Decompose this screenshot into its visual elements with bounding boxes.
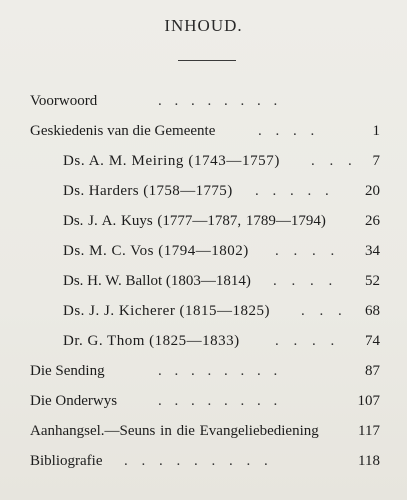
toc-entry-leader: . . . . [275, 333, 335, 349]
toc-entry-label: Geskiedenis van die Gemeente [30, 123, 216, 139]
toc-entry-label: Aanhangsel.—Seuns in die Evangeliebediening [30, 423, 319, 439]
toc-entry-leader: . . . . . . . . [158, 393, 278, 409]
toc-entry-leader: . . . [311, 153, 352, 169]
toc-entry-label: Die Sending [30, 363, 105, 379]
toc-entry-page: 68 [365, 303, 380, 319]
toc-entry-page: 107 [357, 393, 380, 409]
toc-entry-page: 26 [365, 213, 380, 229]
toc-entry-label: Voorwoord [30, 93, 98, 109]
toc-entry-page: 1 [372, 123, 380, 139]
toc-entry-leader: . . . . . . . . . [124, 453, 268, 469]
toc-entry-label: Ds. M. C. Vos (1794—1802) [63, 243, 249, 259]
toc-entry-leader: . . . . . . . . [158, 363, 278, 379]
toc-entry-thom [63, 332, 380, 350]
toc-entry-label: Dr. G. Thom (1825—1833) [63, 333, 240, 349]
toc-entry-voorwoord [30, 92, 380, 110]
toc-entry-geskiedenis [30, 122, 380, 140]
toc-entry-page: 34 [365, 243, 380, 259]
toc-entry-onderwys [30, 392, 380, 410]
toc-entry-label: Ds. H. W. Ballot (1803—1814) [63, 273, 251, 289]
toc-entry-label: Ds. J. J. Kicherer (1815—1825) [63, 303, 271, 319]
toc-entry-bibliografie [30, 452, 380, 470]
toc-entry-page: 7 [372, 153, 380, 169]
toc-entry-label: Die Onderwys [30, 393, 118, 409]
toc-entry-kuys [63, 212, 380, 230]
toc-entry-label: Ds. J. A. Kuys (1777—1787, 1789—1794) [63, 213, 326, 229]
toc-entry-leader: . . . . . [255, 183, 329, 199]
toc-entry-vos [63, 242, 380, 260]
toc-entry-leader: . . . . [275, 243, 335, 259]
toc-entry-leader: . . . . [258, 123, 315, 139]
toc-entry-page: 20 [365, 183, 380, 199]
toc-entry-label: Ds. A. M. Meiring (1743—1757) [63, 153, 280, 169]
toc-entry-label: Ds. Harders (1758—1775) [63, 183, 233, 199]
toc-entry-label: Bibliografie [30, 453, 103, 469]
toc-entry-page: 74 [365, 333, 380, 349]
toc-entry-leader: . . . . . . . . [158, 93, 278, 109]
toc-entry-kicherer [63, 302, 380, 320]
toc-entry-leader: . . . . [273, 273, 333, 289]
toc-entry-page: 118 [358, 453, 380, 469]
toc-entry-meiring [63, 152, 380, 170]
page-title: INHOUD. [164, 16, 243, 35]
toc-entry-aanhangsel [30, 422, 380, 440]
toc-entry-sending [30, 362, 380, 380]
toc-entry-page: 52 [365, 273, 380, 289]
toc-entry-page: 117 [358, 423, 380, 439]
toc-entry-ballot [63, 272, 380, 290]
toc-entry-harders [63, 182, 380, 200]
toc-entry-leader: . . . [301, 303, 342, 319]
toc-entry-page: 87 [365, 363, 380, 379]
